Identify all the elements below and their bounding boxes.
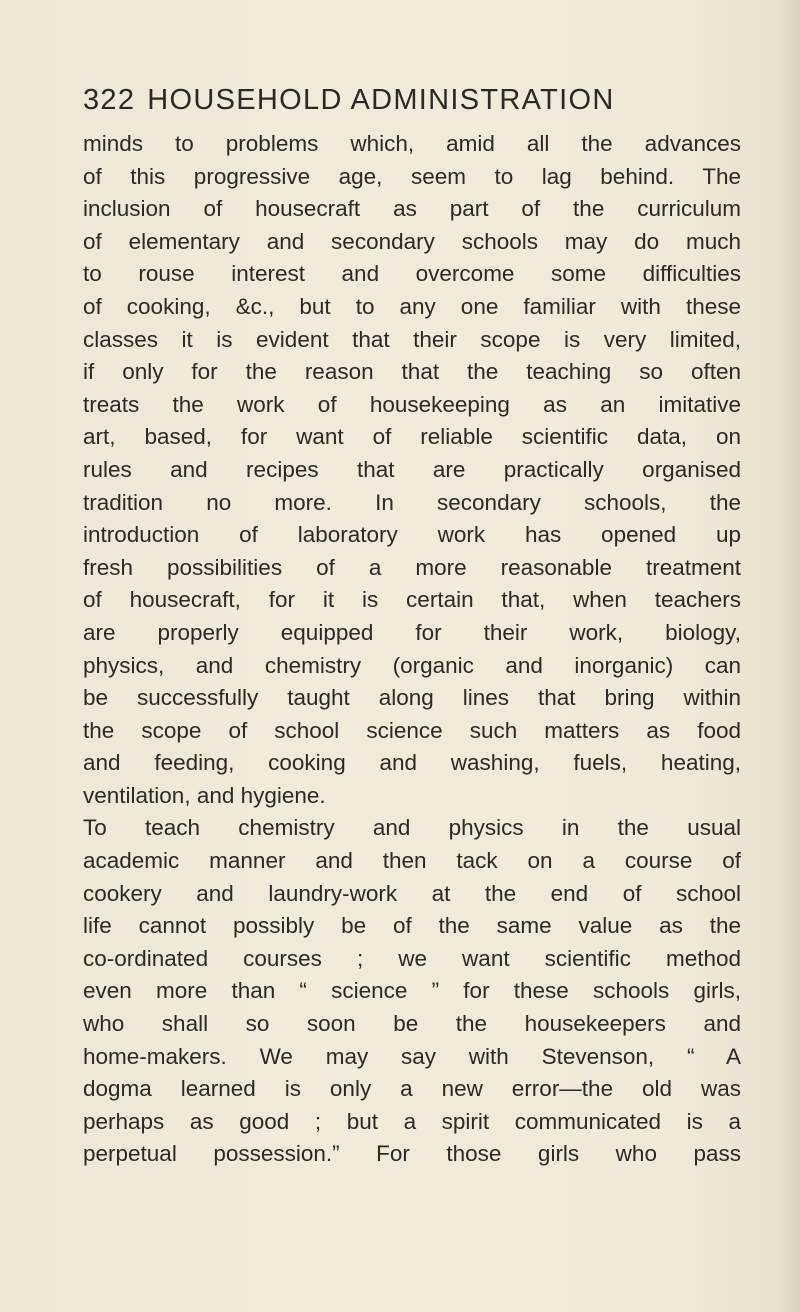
text-line: home-makers. We may say with Stevenson, “ A	[83, 1043, 741, 1069]
text-line: perpetual possession.” For those girls who pass	[83, 1141, 741, 1167]
text-line: of housecraft, for it is certain that, when teachers	[83, 587, 741, 613]
text-line: of cooking, &c., but to any one familiar with these	[83, 293, 741, 319]
page-number: 322	[83, 84, 136, 116]
text-line: physics, and chemistry (organic and inorganic) can	[83, 652, 741, 678]
text-line: and feeding, cooking and washing, fuels, heating,	[83, 750, 741, 776]
running-title: HOUSEHOLD ADMINISTRATION	[147, 84, 615, 116]
text-line: to rouse interest and overcome some difficulties	[83, 261, 741, 287]
text-line: of this progressive age, seem to lag behind. The	[83, 163, 741, 189]
paragraph-start-line: To teach chemistry and physics in the usual	[83, 815, 741, 841]
text-line: tradition no more. In secondary schools, the	[83, 489, 741, 515]
text-line: treats the work of housekeeping as an imitative	[83, 391, 741, 417]
text-line: fresh possibilities of a more reasonable treatment	[83, 554, 741, 580]
text-line: if only for the reason that the teaching so often	[83, 359, 741, 385]
text-line: perhaps as good ; but a spirit communicated is a	[83, 1108, 741, 1134]
text-line: even more than “ science ” for these schools girls,	[83, 978, 741, 1004]
text-line: academic manner and then tack on a course of	[83, 848, 741, 874]
text-line: introduction of laboratory work has opened up	[83, 522, 741, 548]
text-line: classes it is evident that their scope is very limited,	[83, 326, 741, 352]
text-line: the scope of school science such matters as food	[83, 717, 741, 743]
text-line: dogma learned is only a new error—the old was	[83, 1076, 741, 1102]
text-line: art, based, for want of reliable scientific data, on	[83, 424, 741, 450]
page-edge-shadow	[778, 0, 800, 1312]
paragraph-end-line: ventilation, and hygiene.	[83, 782, 326, 808]
text-line: co-ordinated courses ; we want scientific method	[83, 945, 741, 971]
text-line: rules and recipes that are practically organised	[83, 456, 741, 482]
text-line: inclusion of housecraft as part of the curriculum	[83, 196, 741, 222]
running-head	[83, 84, 763, 124]
text-line: are properly equipped for their work, biology,	[83, 619, 741, 645]
text-line: cookery and laundry-work at the end of school	[83, 880, 741, 906]
text-line: of elementary and secondary schools may do much	[83, 228, 741, 254]
text-line: life cannot possibly be of the same value as the	[83, 913, 741, 939]
text-line: be successfully taught along lines that bring within	[83, 685, 741, 711]
text-line: minds to problems which, amid all the advances	[83, 131, 741, 156]
body-text	[83, 128, 741, 1171]
text-line: who shall so soon be the housekeepers and	[83, 1011, 741, 1037]
